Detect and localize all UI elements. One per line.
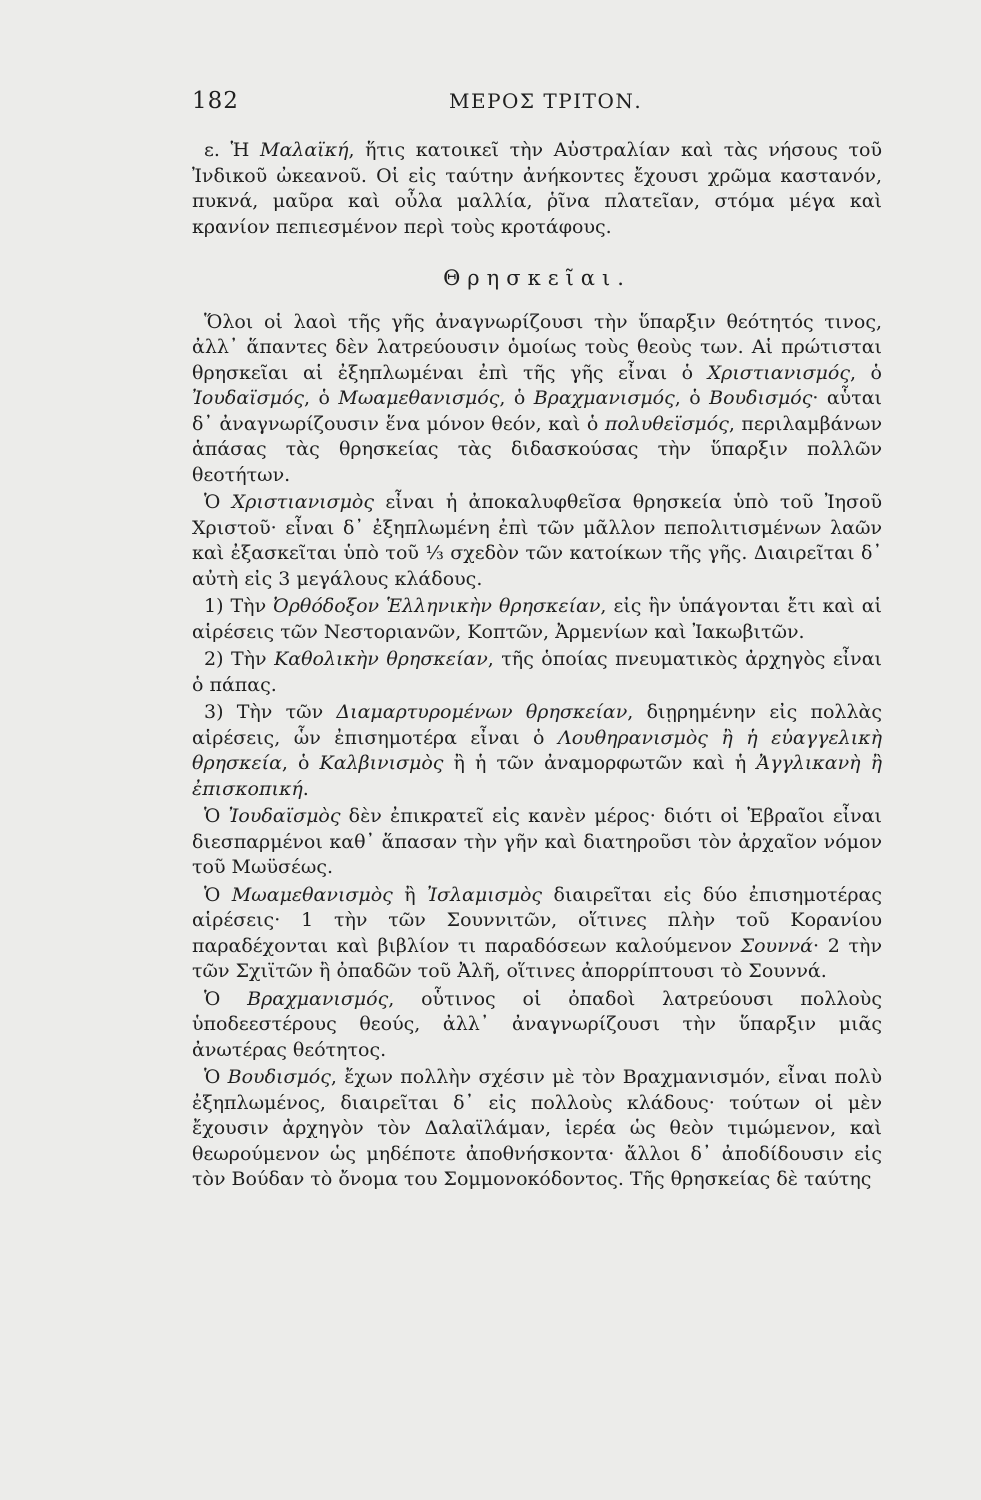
text-run: Ὁ — [204, 883, 232, 906]
paragraph-judaism — [192, 804, 882, 881]
italic-term: Σουννά — [740, 934, 814, 957]
italic-term: Βουδισμός — [227, 1066, 331, 1088]
italic-term: Καθολικὴν θρησκείαν — [274, 648, 488, 670]
paragraph-protestant — [192, 700, 882, 802]
text-run: · αὗται δ᾿ ἀναγνωρίζουσιν ἕνα μόνον θεόν, καὶ ὁ — [192, 387, 882, 435]
page-header — [192, 88, 882, 128]
page-body — [192, 138, 882, 1195]
text-run: · 2 τὴν τῶν Σχιϊτῶν ἢ ὀπαδῶν τοῦ Ἀλῆ, οἵτινες ἀπορρίπτουσι τὸ Σουννά. — [192, 934, 882, 982]
text-run: , περιλαμβάνων ἁπάσας τὰς θρησκείας τὰς διδασκούσας τὴν ὕπαρξιν πολλῶν θεοτήτων. — [192, 412, 882, 486]
text-run: Ὁ — [204, 805, 229, 827]
text-run: 3) Τὴν τῶν — [204, 701, 337, 723]
text-run: , ἔχων πολλὴν σχέσιν μὲ τὸν Βραχμανισμόν, εἶναι πολὺ ἐξηπλωμένος, διαιρεῖται δ᾿ εἰς πολλοὺς κλάδους· τούτων οἱ μὲν ἔχουσιν ἀρχηγὸν τὸν Δαλαϊλάμαν, ἱερέα ὡς θεὸν τιμώμενον, καὶ θεωρούμενον ὡς μηδέποτε ἀποθνήσκοντα· ἄλλοι δ᾿ ἀποδίδουσιν εἰς τὸν Βούδαν τὸ ὄνομα του Σομμονοκόδοντος. Τῆς θρησκείας δὲ ταύτης — [192, 1066, 882, 1190]
italic-term: Καλβινισμὸς — [319, 752, 444, 774]
paragraph-malay-race — [192, 138, 882, 240]
text-run: ε. Ἡ — [204, 139, 260, 161]
text-run: , ὁ — [499, 387, 534, 409]
section-heading: Θρησκεῖαι. — [443, 266, 631, 290]
italic-term: Ἰσλαμισμὸς — [427, 883, 543, 906]
italic-term: Μωαμεθανισμός — [338, 387, 500, 409]
paragraph-religions-intro — [192, 310, 882, 489]
italic-term: Ὀρθόδοξον Ἑλληνικὴν θρησκείαν — [273, 595, 601, 617]
paragraph-orthodox — [192, 594, 882, 645]
text-run: , εἰς ἣν ὑπάγονται ἔτι καὶ αἱ αἱρέσεις τῶν Νεστοριανῶν, Κοπτῶν, Ἀρμενίων καὶ Ἰακωβιτῶν. — [192, 595, 882, 643]
text-run: , ἥτις κατοικεῖ τὴν Αὐστραλίαν καὶ τὰς νήσους τοῦ Ἰνδικοῦ ὠκεανοῦ. Οἱ εἰς ταύτην ἀνήκοντες ἔχουσι χρῶμα καστανόν, πυκνά, μαῦρα καὶ οὖλα μαλλία, ῥῖνα πλατεῖαν, στόμα μέγα καὶ κρανίον πεπιεσμένον περὶ τοὺς κροτάφους. — [192, 139, 882, 238]
italic-term: Βραχμανισμός — [533, 387, 675, 409]
text-run: , ὁ — [674, 387, 710, 409]
page-number: 182 — [192, 88, 239, 114]
text-run: Ὁ — [204, 987, 248, 1010]
text-run: διαιρεῖται εἰς δύο ἐπισημοτέρας αἱρέσεις· 1 τὴν τῶν Σουννιτῶν, οἵτινες πλὴν τοῦ Κορανίου παραδέχονται καὶ βιβλίον τι παραδόσεων καλούμενον — [192, 883, 882, 957]
italic-term: Ἀγγλικανὴ ἢ ἐπισκοπική — [192, 752, 882, 800]
text-run: , τῆς ὁποίας πνευματικὸς ἀρχηγὸς εἶναι ὁ πάπας. — [192, 648, 883, 696]
italic-term: Χριστιανισμός — [707, 361, 850, 384]
text-run: 2) Τὴν — [204, 648, 275, 670]
text-run: εἶναι ἡ ἀποκαλυφθεῖσα θρησκεία ὑπὸ τοῦ Ἰησοῦ Χριστοῦ· εἶναι δ᾿ ἐξηπλωμένη ἐπὶ τῶν μᾶλλον πεπολιτισμένων λαῶν καὶ ἐξασκεῖται ὑπὸ τοῦ — [192, 491, 882, 564]
italic-term: Μαλαϊκή — [260, 139, 349, 161]
italic-term: πολυθεϊσμός — [604, 412, 729, 435]
text-run: Ὁ — [204, 491, 232, 513]
text-run: , ὁ — [849, 361, 882, 384]
italic-term: Χριστιανισμὸς — [231, 491, 374, 513]
text-run: Ὁ — [204, 1066, 228, 1088]
italic-term: Βουδισμός — [709, 387, 813, 409]
paragraph-islam — [192, 883, 882, 985]
text-run: ἢ ἡ τῶν ἀναμορφωτῶν καὶ ἡ — [443, 752, 757, 774]
text-run: , ὁ — [281, 752, 320, 774]
text-run: δὲν ἐπικρατεῖ εἰς κανὲν μέρος· διότι οἱ Ἑβραῖοι εἶναι διεσπαρμένοι καθ᾿ ἅπασαν τὴν γῆν καὶ διατηροῦσι τὸν ἀρχαῖον νόμον τοῦ Μωϋσέως. — [192, 805, 882, 878]
text-run: 1) Τὴν — [204, 595, 274, 617]
text-run: Ὅλοι οἱ λαοὶ τῆς γῆς ἀναγνωρίζουσι τὴν ὕπαρξιν θεότητός τινος, ἀλλ᾿ ἅπαντες δὲν λατρεύουσιν ὁμοίως τοὺς θεοὺς των. Αἱ πρώτισται θρησκεῖαι αἱ ἐξηπλωμέναι ἐπὶ τῆς γῆς εἶναι ὁ — [192, 310, 882, 384]
italic-term: Διαμαρτυρομένων θρησκείαν — [336, 701, 628, 723]
italic-term: Ἰουδαϊσμός — [192, 387, 305, 409]
italic-term: Ἰουδαϊσμὸς — [228, 805, 341, 827]
text-run: , διῃρημένην εἰς πολλὰς αἱρέσεις, ὧν ἐπισημοτέρα εἶναι ὁ — [192, 701, 882, 749]
text-run: σχεδὸν τῶν κατοίκων τῆς γῆς. Διαιρεῖται δ᾿ αὐτὴ εἰς 3 μεγάλους κλάδους. — [192, 542, 882, 590]
text-run: . — [302, 777, 309, 800]
paragraph-catholic — [192, 647, 882, 698]
running-head: ΜΕΡΟΣ ΤΡΙΤΟΝ. — [449, 89, 643, 113]
italic-term: Μωαμεθανισμὸς — [231, 883, 393, 906]
italic-term: Βραχμανισμός — [247, 987, 389, 1010]
text-run: ἢ — [392, 883, 428, 906]
text-run: , ὁ — [304, 387, 339, 409]
paragraph-buddhism — [192, 1065, 882, 1193]
paragraph-brahmanism — [192, 987, 882, 1064]
text-run: , οὗτινος οἱ ὀπαδοὶ λατρεύουσι πολλοὺς ὑποδεεστέρους θεούς, ἀλλ᾿ ἀναγνωρίζουσι τὴν ὕπαρξιν μιᾶς ἀνωτέρας θεότητος. — [192, 987, 882, 1061]
fraction: ⅓ — [425, 542, 444, 564]
paragraph-christianity — [192, 490, 882, 592]
italic-term: Λουθηρανισμὸς ἢ ἡ εὐαγγελικὴ θρησκεία — [192, 726, 883, 774]
